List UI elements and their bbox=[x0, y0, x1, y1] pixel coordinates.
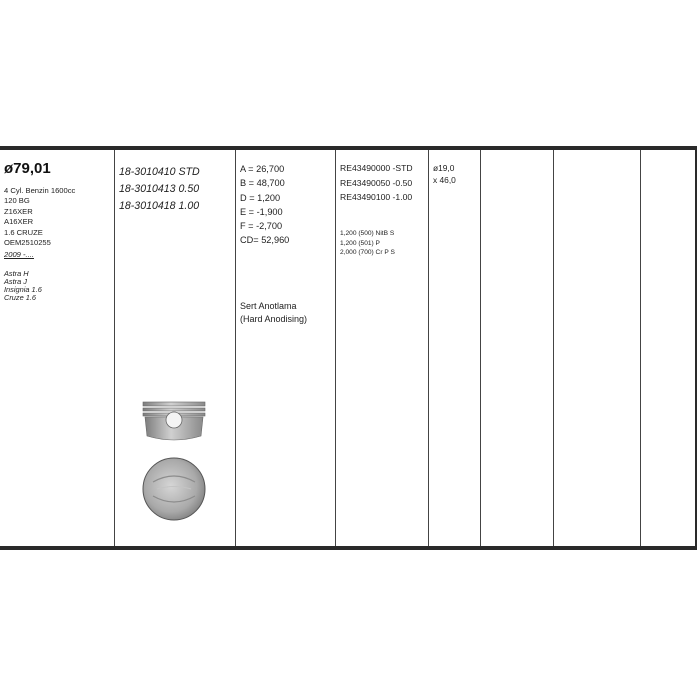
engine-line: 120 BG bbox=[4, 196, 30, 206]
rings-column bbox=[336, 150, 429, 546]
piston-top-image bbox=[139, 456, 209, 522]
pin-length: x 46,0 bbox=[433, 175, 456, 185]
catalog-row bbox=[0, 146, 697, 550]
pin-column bbox=[429, 150, 481, 546]
engine-line: 4 Cyl. Benzin 1600cc bbox=[4, 186, 76, 195]
dimension-value: A = 26,700 bbox=[240, 164, 285, 174]
production-year: 2009 -.... bbox=[4, 250, 34, 260]
dimensions-column bbox=[236, 150, 336, 546]
dimension-value: B = 48,700 bbox=[240, 178, 285, 189]
piston-diameter: ø79,01 bbox=[4, 160, 51, 177]
engine-column bbox=[0, 150, 115, 546]
piston-part-number: 18-3010413 0.50 bbox=[119, 183, 200, 195]
dimension-value: E = -1,900 bbox=[240, 206, 283, 217]
dimension-value: F = -2,700 bbox=[240, 221, 283, 232]
engine-line: OEM2510255 bbox=[4, 238, 51, 248]
coating-line: (Hard Anodising) bbox=[240, 314, 308, 324]
coating-line: Sert Anotlama bbox=[240, 301, 297, 311]
piston-part-number: 18-3010418 1.00 bbox=[119, 200, 200, 212]
ring-spec-list bbox=[340, 229, 395, 258]
ring-part-number: RE43490100 -1.00 bbox=[340, 192, 413, 202]
ring-part-number: RE43490000 -STD bbox=[340, 163, 413, 173]
engine-line: Z16XER bbox=[4, 206, 33, 216]
ring-part-list bbox=[340, 161, 413, 205]
vehicle-model: Cruze 1.6 bbox=[4, 293, 37, 302]
dimension-value: D = 1,200 bbox=[240, 192, 281, 203]
piston-side-image bbox=[139, 396, 209, 448]
vehicle-models bbox=[4, 270, 42, 302]
engine-line: 1.6 CRUZE bbox=[4, 227, 43, 237]
ring-part-number: RE43490050 -0.50 bbox=[340, 177, 413, 188]
dimension-value: CD= 52,960 bbox=[240, 235, 290, 246]
empty-column bbox=[481, 150, 554, 546]
dimension-list bbox=[240, 162, 289, 248]
pin-dimensions bbox=[433, 162, 456, 186]
pin-diameter: ø19,0 bbox=[433, 163, 455, 173]
vehicle-model: Astra H bbox=[4, 269, 29, 278]
engine-line: A16XER bbox=[4, 217, 34, 227]
ring-spec: 2,000 (700) Cr P S bbox=[340, 249, 395, 257]
piston-part-number: 18-3010410 STD bbox=[119, 166, 200, 178]
coating-note bbox=[240, 300, 307, 326]
empty-column bbox=[641, 150, 697, 546]
ring-spec: 1,200 (501) P bbox=[340, 239, 380, 247]
piston-column bbox=[115, 150, 236, 546]
empty-column bbox=[554, 150, 641, 546]
ring-spec: 1,200 (500) NitB S bbox=[340, 230, 395, 237]
vehicle-model: Insignia 1.6 bbox=[4, 285, 42, 294]
engine-spec bbox=[4, 186, 75, 261]
piston-part-list bbox=[119, 164, 200, 215]
vehicle-model: Astra J bbox=[4, 277, 27, 286]
